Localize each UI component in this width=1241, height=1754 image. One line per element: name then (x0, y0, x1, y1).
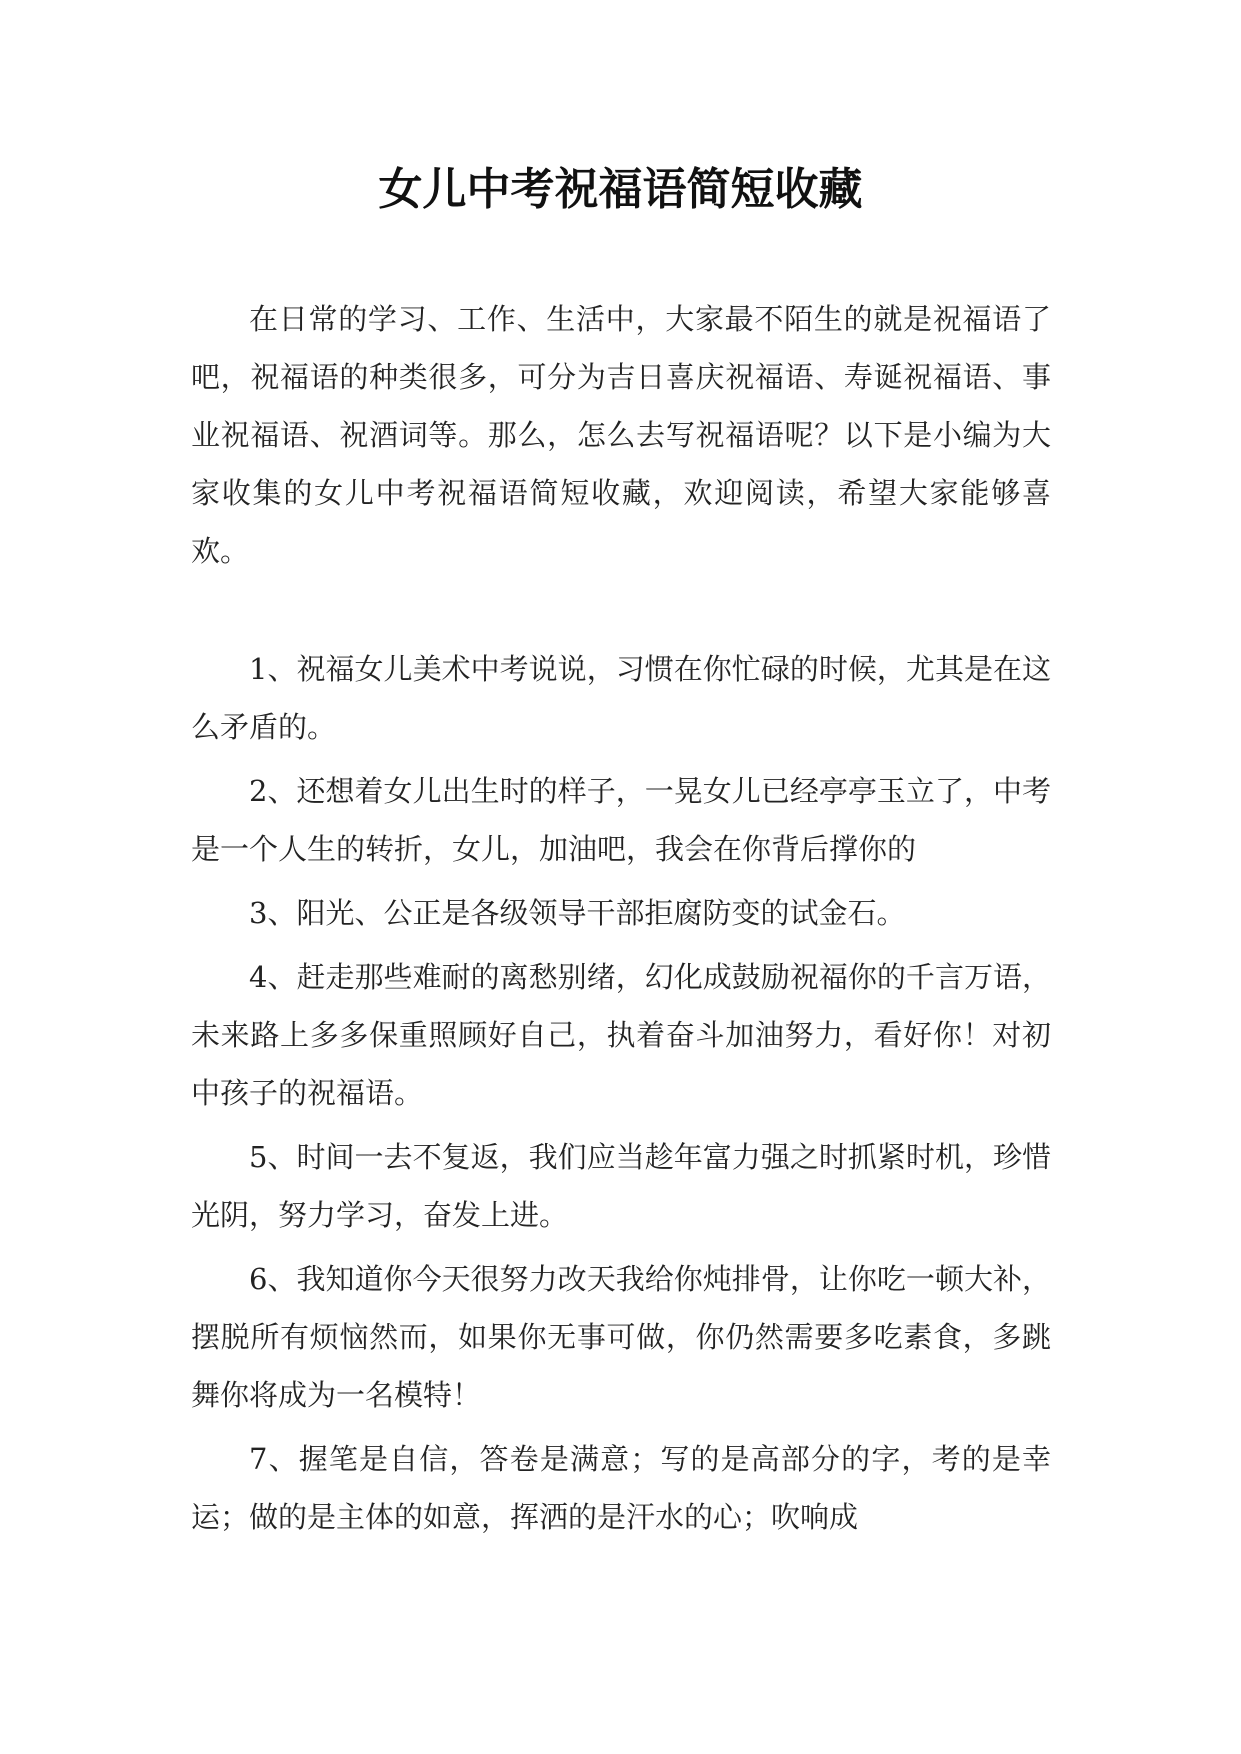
list-item: 4、赶走那些难耐的离愁别绪，幻化成鼓励祝福你的千言万语，未来路上多多保重照顾好自己，执着奋斗加油努力，看好你！对初中孩子的祝福语。 (191, 960, 1051, 1110)
list-item: 5、时间一去不复返，我们应当趁年富力强之时抓紧时机，珍惜光阴，努力学习，奋发上进。 (191, 1140, 1051, 1232)
intro-paragraph: 在日常的学习、工作、生活中，大家最不陌生的就是祝福语了吧，祝福语的种类很多，可分为吉日喜庆祝福语、寿诞祝福语、事业祝福语、祝酒词等。那么，怎么去写祝福语呢？以下是小编为大家收集的女儿中考祝福语简短收藏，欢迎阅读，希望大家能够喜欢。 (191, 302, 1051, 568)
list-item: 7、握笔是自信，答卷是满意；写的是高部分的字，考的是幸运；做的是主体的如意，挥洒的是汗水的心；吹响成 (191, 1442, 1051, 1534)
list-item: 2、还想着女儿出生时的样子，一晃女儿已经亭亭玉立了，中考是一个人生的转折，女儿，加油吧，我会在你背后撑你的 (191, 774, 1051, 866)
intro-section (191, 290, 1051, 580)
list-item: 3、阳光、公正是各级领导干部拒腐防变的试金石。 (249, 896, 906, 930)
list-item: 6、我知道你今天很努力改天我给你炖排骨，让你吃一顿大补，摆脱所有烦恼然而，如果你无事可做，你仍然需要多吃素食，多跳舞你将成为一名模特！ (191, 1262, 1051, 1412)
wishes-list (191, 640, 1051, 1552)
list-item: 1、祝福女儿美术中考说说，习惯在你忙碌的时候，尤其是在这么矛盾的。 (191, 652, 1051, 744)
document-title: 女儿中考祝福语简短收藏 (378, 164, 863, 215)
